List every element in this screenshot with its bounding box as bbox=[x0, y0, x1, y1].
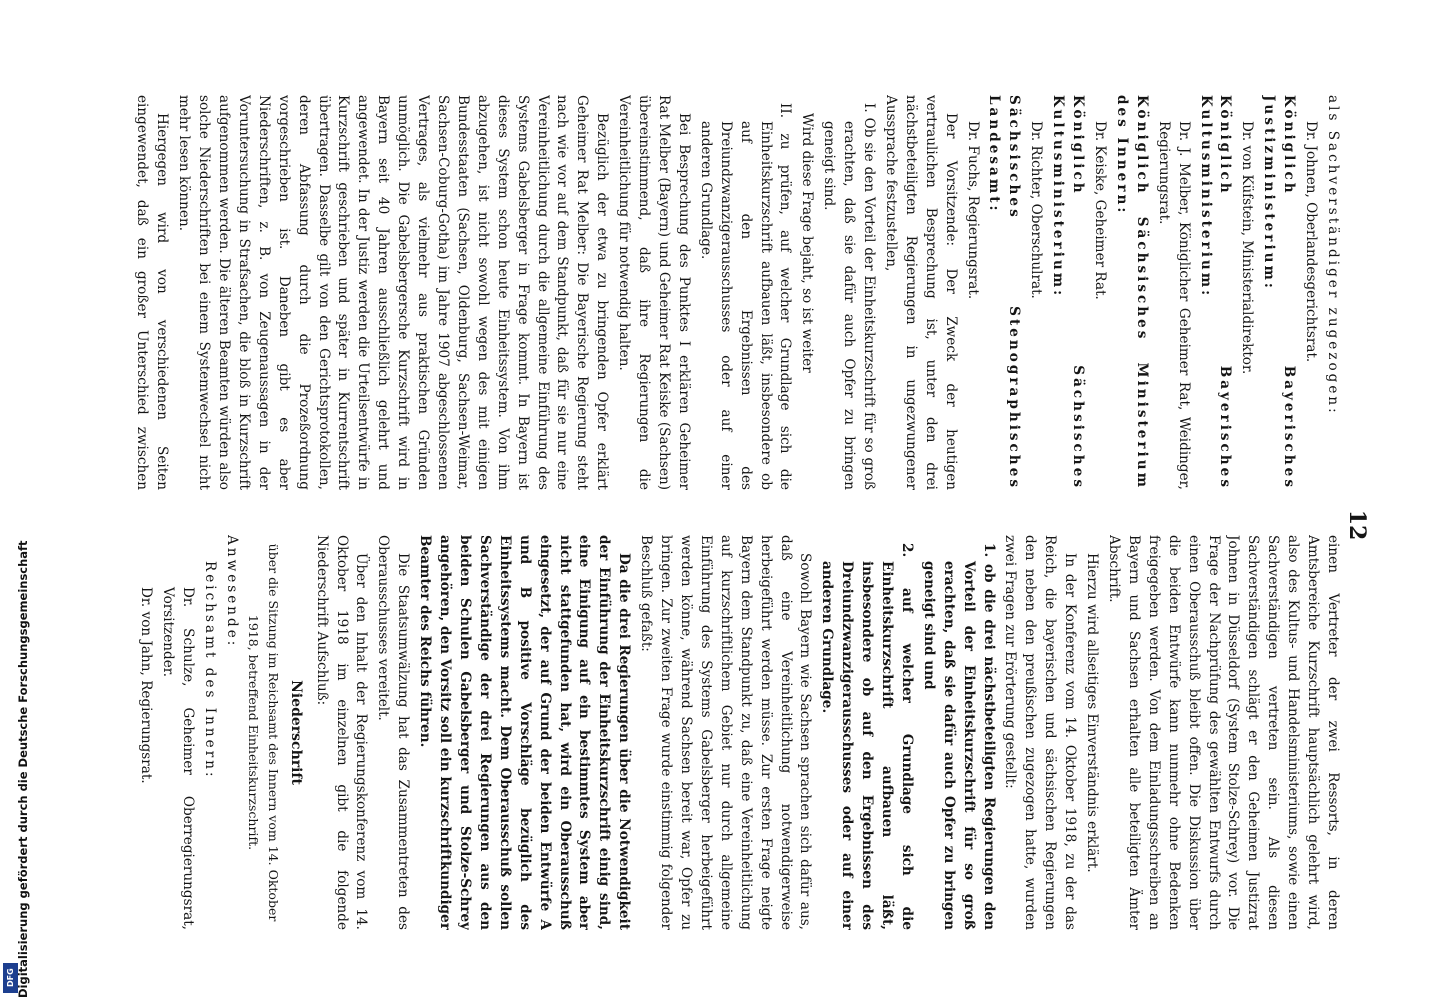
paragraph: Über den Inhalt der Regierungskonferenz vom 14. Oktober 1918 im einzelnen gibt die folgende Niederschrift Aufschluß: bbox=[313, 535, 370, 930]
attendee: Dr. Fuchs, Regierungsrat. bbox=[964, 121, 981, 300]
list-item: I. Ob sie den Vorteil der Einheitskurzschrift für so groß erachten, daß sie dafür auch Opfer zu bringen geneigt sind. bbox=[821, 103, 878, 490]
paragraph: Hiergegen wird von verschiedenen Seiten eingewendet, daß ein großer Unterschied zwischen bbox=[134, 95, 171, 490]
attendance-label: Anwesende: bbox=[224, 535, 241, 649]
digitization-credit: Digitalisierung gefördert durch die Deutsche Forschungsgemeinschaft bbox=[16, 540, 30, 998]
paragraph: Bei Besprechung des Punktes I erklären Geheimer Rat Melber (Bayern) und Geheimer Rat Keiske (Sachsen) übereinstimmend, daß ihre Regierungen die Vereinheitlichung für notwendig halten. bbox=[616, 95, 692, 490]
paragraph: Da die drei Regierungen über die Notwendigkeit der Einführung der Einheitskurzschrift einig sind, eine Einigung auf ein bestimmtes System aber nicht stattgefunden hat, wird ein Oberausschuß eingesetzt, der auf Grund der beiden Entwürfe A und B positive Vorschläge bezüglich des Einheitssystems macht. Dem Oberausschuß sollen Sachverständige der drei Regierungen aus den beiden Schulen Gabelsberger und Stolze-Schrey angehören, den Vorsitz soll ein kurzschriftkundiger Beamter des Reichs führen. bbox=[417, 535, 633, 930]
ministry-heading: Sächsisches Stenographisches Landesamt: bbox=[986, 95, 1023, 490]
section-subheading: über die Sitzung im Reichsamt des Innern vom 14. Oktober 1918, betreffend Einheitskurzschrift. bbox=[245, 543, 281, 922]
attendee: Dr. von Jahn, Regierungsrat. bbox=[138, 587, 155, 784]
section-heading: Niederschrift bbox=[287, 680, 304, 785]
ministry-heading: Königlich Bayerisches Kultusministerium: bbox=[1197, 95, 1234, 490]
paragraph: Hierzu wird allseitiges Einverständnis erklärt. bbox=[1084, 553, 1101, 873]
attendee: Dr. von Küfstein, Ministerialdirektor. bbox=[1239, 121, 1256, 375]
attendee: Dr. Richter, Oberschulrat. bbox=[1028, 121, 1045, 299]
attendee: Dr. Schulze, Geheimer Oberregierungsrat, Vorsitzender. bbox=[160, 587, 197, 930]
list-item: II. zu prüfen, auf welcher Grundlage sich die Einheitskurzschrift aufbauen läßt, insbesondere ob auf den Ergebnissen des Dreiundzwanzigerausschusses oder auf einer anderen Grundlage. bbox=[697, 103, 794, 490]
attendee: Dr. J. Melber, Königlicher Geheimer Rat, Weidinger, Regierungsrat. bbox=[1155, 121, 1192, 490]
ministry-heading: Königlich Sächsisches Kultusministerium: bbox=[1050, 95, 1087, 490]
paragraph: Bezüglich der etwa zu bringenden Opfer erklärt Geheimer Rat Melber: Die Bayerische Regierung steht nach wie vor auf dem Standpunkt, daß für sie nur eine Vereinheitlichung durch die allgemeine Einführung des Systems Gabelsberger in Frage kommt. In Bayern ist dieses System schon heute Einheitssystem. Von ihm abzugehen, ist nicht sowohl wegen des mit einigen Bundesstaaten (Sachsen, Oldenburg, Sachsen-Weimar, Sachsen-Coburg-Gotha) im Jahre 1907 abgeschlossenen Vertrages, als vielmehr aus praktischen Gründen unmöglich. Die Gabelsbergersche Kurzschrift wird in Bayern seit 40 Jahren ausschließlich gelehrt und angewendet. In der Justiz werden die Urteilsentwürfe in Kurzschrift geschrieben und später in Kurrentschrift übertragen. Dasselbe gilt von den Gerichtsprotokollen, deren Abfassung durch die Prozeßordnung vorgeschrieben ist. Daneben gibt es aber Niederschriften, z. B. von Zeugenaussagen in der Voruntersuchung in Strafsachen, die bloß in Kurzschrift aufgenommen werden. Die älteren Beamten würden also solche Niederschriften bei einem Systemwechsel nicht mehr lesen können. bbox=[176, 95, 611, 490]
ministry-heading bbox=[132, 535, 134, 930]
paragraph: In der Konferenz vom 14. Oktober 1918, zu der das Reich, die bayerischen und sächsischen Regierungen den neben den preußischen zugezogen hatte, wurden zwei Fragen zur Erörterung gestellt: bbox=[1002, 535, 1079, 930]
ministry-heading: Königlich Bayerisches Justizministerium: bbox=[1261, 95, 1298, 490]
paragraph: Der Vorsitzende: Der Zweck der heutigen vertraulichen Besprechung ist, unter den drei nächstbeteiligten Regierungen in ungezwungener Aussprache festzustellen, bbox=[882, 95, 959, 490]
right-column bbox=[132, 535, 1342, 930]
digitization-footer bbox=[0, 0, 30, 1000]
paragraph: Sowohl Bayern wie Sachsen sprachen sich dafür aus, daß eine Vereinheitlichung notwendigerweise herbeigeführt werden müsse. Zur ersten Frage neigte Bayern dem Standpunkt zu, daß eine Vereinheitlichung auf kurzschriftlichem Gebiet nur durch allgemeine Einführung des Systems Gabelsberger herbeigeführt werden könne, während Sachsen bereit war, Opfer zu bringen. Zur zweiten Frage wurde einstimmig folgender Beschluß gefaßt: bbox=[638, 535, 814, 930]
page-number: 12 bbox=[1344, 509, 1370, 541]
ministry-heading: Reichsamt des Innern: bbox=[202, 561, 219, 780]
attendee: Dr. Johnen, Oberlandesgerichtsrat. bbox=[1303, 121, 1320, 363]
list-item: 1. ob die drei nächstbeteiligten Regierungen den Vorteil der Einheitskurzschrift für so groß erachten, daß sie dafür auch Opfer zu bringen geneigt sind und bbox=[920, 543, 997, 930]
dfg-logo: DFG bbox=[3, 963, 18, 993]
paragraph: Die Staatsumwälzung hat das Zusammentreten des Oberausschusses vereitelt. bbox=[375, 535, 412, 930]
paragraph: einen Vertreter der zwei Ressorts, in deren Amtsbereiche Kurzschrift hauptsächlich gelehrt wird, also des Kultus- und Handelsministeriums, sowie einen Sachverständigen vertreten sein. Als diesen Sachverständigen schlägt er den Geheimen Justizrat Johnen in Düsseldorf (System Stolze-Schrey) vor. Die Frage der Nachprüfung des gewählten Entwurfs durch einen Oberausschuß bleibt offen. Die Diskussion über die beiden Entwürfe kann nunmehr ohne Bedenken freigegeben werden. Von dem Einladungsschreiben an Bayern und Sachsen erhalten alle beteiligten Ämter Abschrift. bbox=[1106, 535, 1341, 930]
ministry-heading: Königlich Sächsisches Ministerium des Innern: bbox=[1113, 95, 1150, 490]
paragraph: als Sachverständiger zugezogen: bbox=[1325, 95, 1341, 416]
list-item: 2. auf welcher Grundlage sich die Einheitskurzschrift aufbauen läßt, insbesondere ob auf den Ergebnissen des Dreiundzwanzigerausschusses oder auf einer anderen Grundlage. bbox=[819, 543, 915, 930]
attendee: Dr. Keiske, Geheimer Rat. bbox=[1092, 121, 1109, 300]
rotated-page-content bbox=[120, 95, 1370, 955]
paragraph: Wird diese Frage bejaht, so ist weiter bbox=[799, 113, 816, 373]
left-column bbox=[132, 95, 1342, 490]
